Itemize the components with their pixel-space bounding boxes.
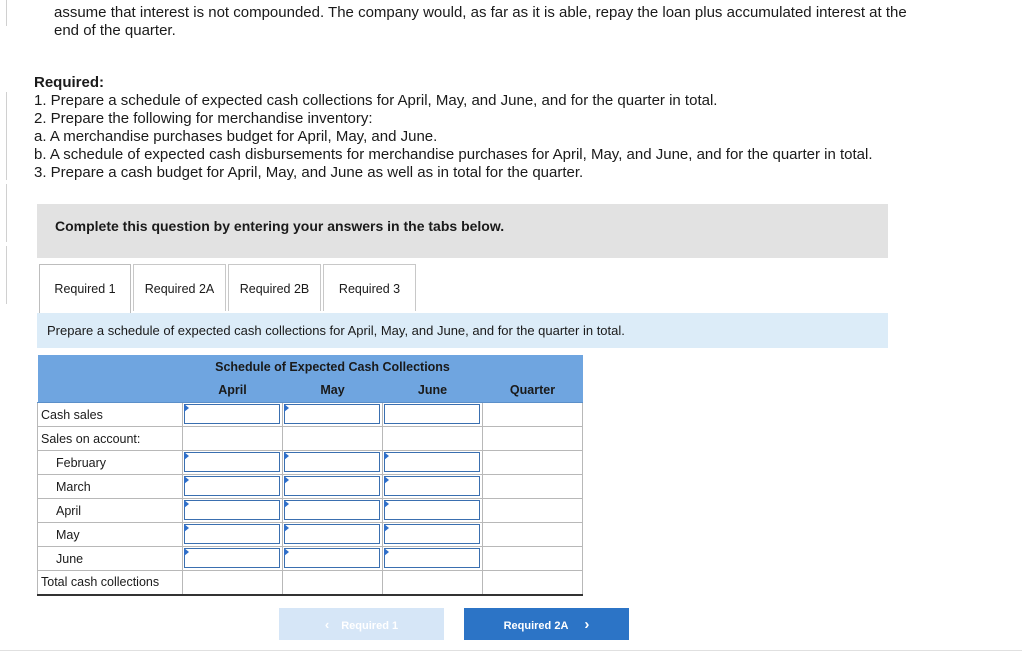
total-cell [183, 571, 283, 595]
input-cell-may-may[interactable] [283, 523, 383, 547]
table-row [38, 451, 583, 475]
march-may-input[interactable] [284, 476, 380, 496]
march-april-input[interactable] [184, 476, 280, 496]
dropdown-marker-icon [384, 548, 389, 556]
march-june-input[interactable] [384, 476, 480, 496]
input-cell-february-april[interactable] [183, 451, 283, 475]
input-cell-february-june[interactable] [383, 451, 483, 475]
may-may-input[interactable] [284, 524, 380, 544]
tab-required-2b[interactable]: Required 2B [228, 264, 321, 311]
left-edge-marker [0, 184, 7, 242]
row-label: March [38, 475, 183, 499]
dropdown-marker-icon [384, 524, 389, 532]
required-section [34, 74, 873, 182]
required-title: Required: [34, 74, 105, 91]
may-april-input[interactable] [184, 524, 280, 544]
february-may-input[interactable] [284, 452, 380, 472]
row-label: Cash sales [38, 403, 183, 427]
dropdown-marker-icon [284, 524, 289, 532]
quarter-cell [483, 523, 583, 547]
table-row [38, 547, 583, 571]
column-header-april: April [183, 378, 283, 403]
quarter-cell [483, 403, 583, 427]
instruction-text: Prepare a schedule of expected cash collections for April, May, and June, and for the quarter in total. [47, 323, 625, 338]
input-cell-june-april[interactable] [183, 547, 283, 571]
next-button-label: Required 2A [503, 619, 569, 632]
cash-sales-may-input[interactable] [284, 404, 380, 424]
tab-instruction [37, 313, 888, 348]
dropdown-marker-icon [184, 476, 189, 484]
required-item: 2. Prepare the following for merchandise inventory: [34, 110, 373, 127]
dropdown-marker-icon [184, 404, 189, 412]
april-may-input[interactable] [284, 500, 380, 520]
empty-cell [483, 427, 583, 451]
row-label: May [38, 523, 183, 547]
intro-line: end of the quarter. [54, 22, 176, 39]
input-cell-cash-sales-june[interactable] [383, 403, 483, 427]
june-june-input[interactable] [384, 548, 480, 568]
dropdown-marker-icon [184, 548, 189, 556]
input-cell-may-june[interactable] [383, 523, 483, 547]
cash-collections-table [37, 355, 583, 596]
column-header-may: May [283, 378, 383, 403]
input-cell-may-april[interactable] [183, 523, 283, 547]
input-cell-april-may[interactable] [283, 499, 383, 523]
february-june-input[interactable] [384, 452, 480, 472]
required-item: b. A schedule of expected cash disbursements for merchandise purchases for April, May, and June, and for the quarter in total. [34, 146, 873, 163]
banner-text: Complete this question by entering your answers in the tabs below. [55, 218, 505, 234]
input-cell-march-may[interactable] [283, 475, 383, 499]
empty-cell [283, 427, 383, 451]
input-cell-april-april[interactable] [183, 499, 283, 523]
prev-tab-button[interactable] [279, 608, 444, 640]
left-edge-marker [0, 246, 7, 304]
intro-text [54, 4, 974, 40]
row-label: April [38, 499, 183, 523]
row-label: Total cash collections [38, 571, 183, 595]
cash-sales-june-input[interactable] [384, 404, 480, 424]
prev-button-label: Required 1 [341, 619, 399, 632]
april-june-input[interactable] [384, 500, 480, 520]
dropdown-marker-icon [384, 500, 389, 508]
dropdown-marker-icon [384, 452, 389, 460]
header-blank [483, 356, 583, 378]
table-row [38, 403, 583, 427]
total-cell [283, 571, 383, 595]
tab-required-2a[interactable]: Required 2A [133, 264, 226, 311]
empty-cell [183, 427, 283, 451]
input-cell-march-april[interactable] [183, 475, 283, 499]
cash-sales-april-input[interactable] [184, 404, 280, 424]
quarter-cell [483, 547, 583, 571]
next-tab-button[interactable] [464, 608, 629, 640]
quarter-cell [483, 451, 583, 475]
tab-required-1[interactable]: Required 1 [39, 264, 131, 313]
intro-line: assume that interest is not compounded. The company would, as far as it is able, repay the loan plus accumulated interest at the [54, 4, 907, 21]
dropdown-marker-icon [284, 476, 289, 484]
table-row-total [38, 571, 583, 595]
input-cell-june-june[interactable] [383, 547, 483, 571]
empty-cell [383, 427, 483, 451]
header-blank [38, 356, 183, 378]
total-cell [383, 571, 483, 595]
instructions-banner [37, 204, 888, 258]
june-april-input[interactable] [184, 548, 280, 568]
table-row [38, 475, 583, 499]
dropdown-marker-icon [384, 476, 389, 484]
schedule-title: Schedule of Expected Cash Collections [183, 356, 483, 378]
input-cell-february-may[interactable] [283, 451, 383, 475]
february-april-input[interactable] [184, 452, 280, 472]
left-edge-marker [0, 0, 7, 26]
may-june-input[interactable] [384, 524, 480, 544]
header-blank [38, 378, 183, 403]
bottom-divider [0, 650, 1022, 651]
column-header-quarter: Quarter [483, 378, 583, 403]
quarter-cell [483, 475, 583, 499]
dropdown-marker-icon [284, 452, 289, 460]
dropdown-marker-icon [184, 452, 189, 460]
table-row [38, 499, 583, 523]
left-edge-marker [0, 92, 7, 180]
dropdown-marker-icon [184, 524, 189, 532]
column-header-june: June [383, 378, 483, 403]
input-cell-cash-sales-april[interactable] [183, 403, 283, 427]
input-cell-april-june[interactable] [383, 499, 483, 523]
row-label: June [38, 547, 183, 571]
required-item: 3. Prepare a cash budget for April, May, and June as well as in total for the quarter. [34, 164, 584, 181]
dropdown-marker-icon [184, 500, 189, 508]
row-label: Sales on account: [38, 427, 183, 451]
required-item: a. A merchandise purchases budget for April, May, and June. [34, 128, 438, 145]
chevron-left-icon: ‹ [324, 616, 330, 632]
june-may-input[interactable] [284, 548, 380, 568]
table-row [38, 427, 583, 451]
quarter-cell [483, 499, 583, 523]
april-april-input[interactable] [184, 500, 280, 520]
dropdown-marker-icon [284, 500, 289, 508]
dropdown-marker-icon [284, 548, 289, 556]
required-item: 1. Prepare a schedule of expected cash collections for April, May, and June, and for the quarter in total. [34, 92, 718, 109]
tab-required-3[interactable]: Required 3 [323, 264, 416, 311]
row-label: February [38, 451, 183, 475]
table-row [38, 523, 583, 547]
input-cell-cash-sales-may[interactable] [283, 403, 383, 427]
input-cell-june-may[interactable] [283, 547, 383, 571]
dropdown-marker-icon [284, 404, 289, 412]
input-cell-march-june[interactable] [383, 475, 483, 499]
chevron-right-icon: › [584, 615, 590, 633]
total-cell [483, 571, 583, 595]
